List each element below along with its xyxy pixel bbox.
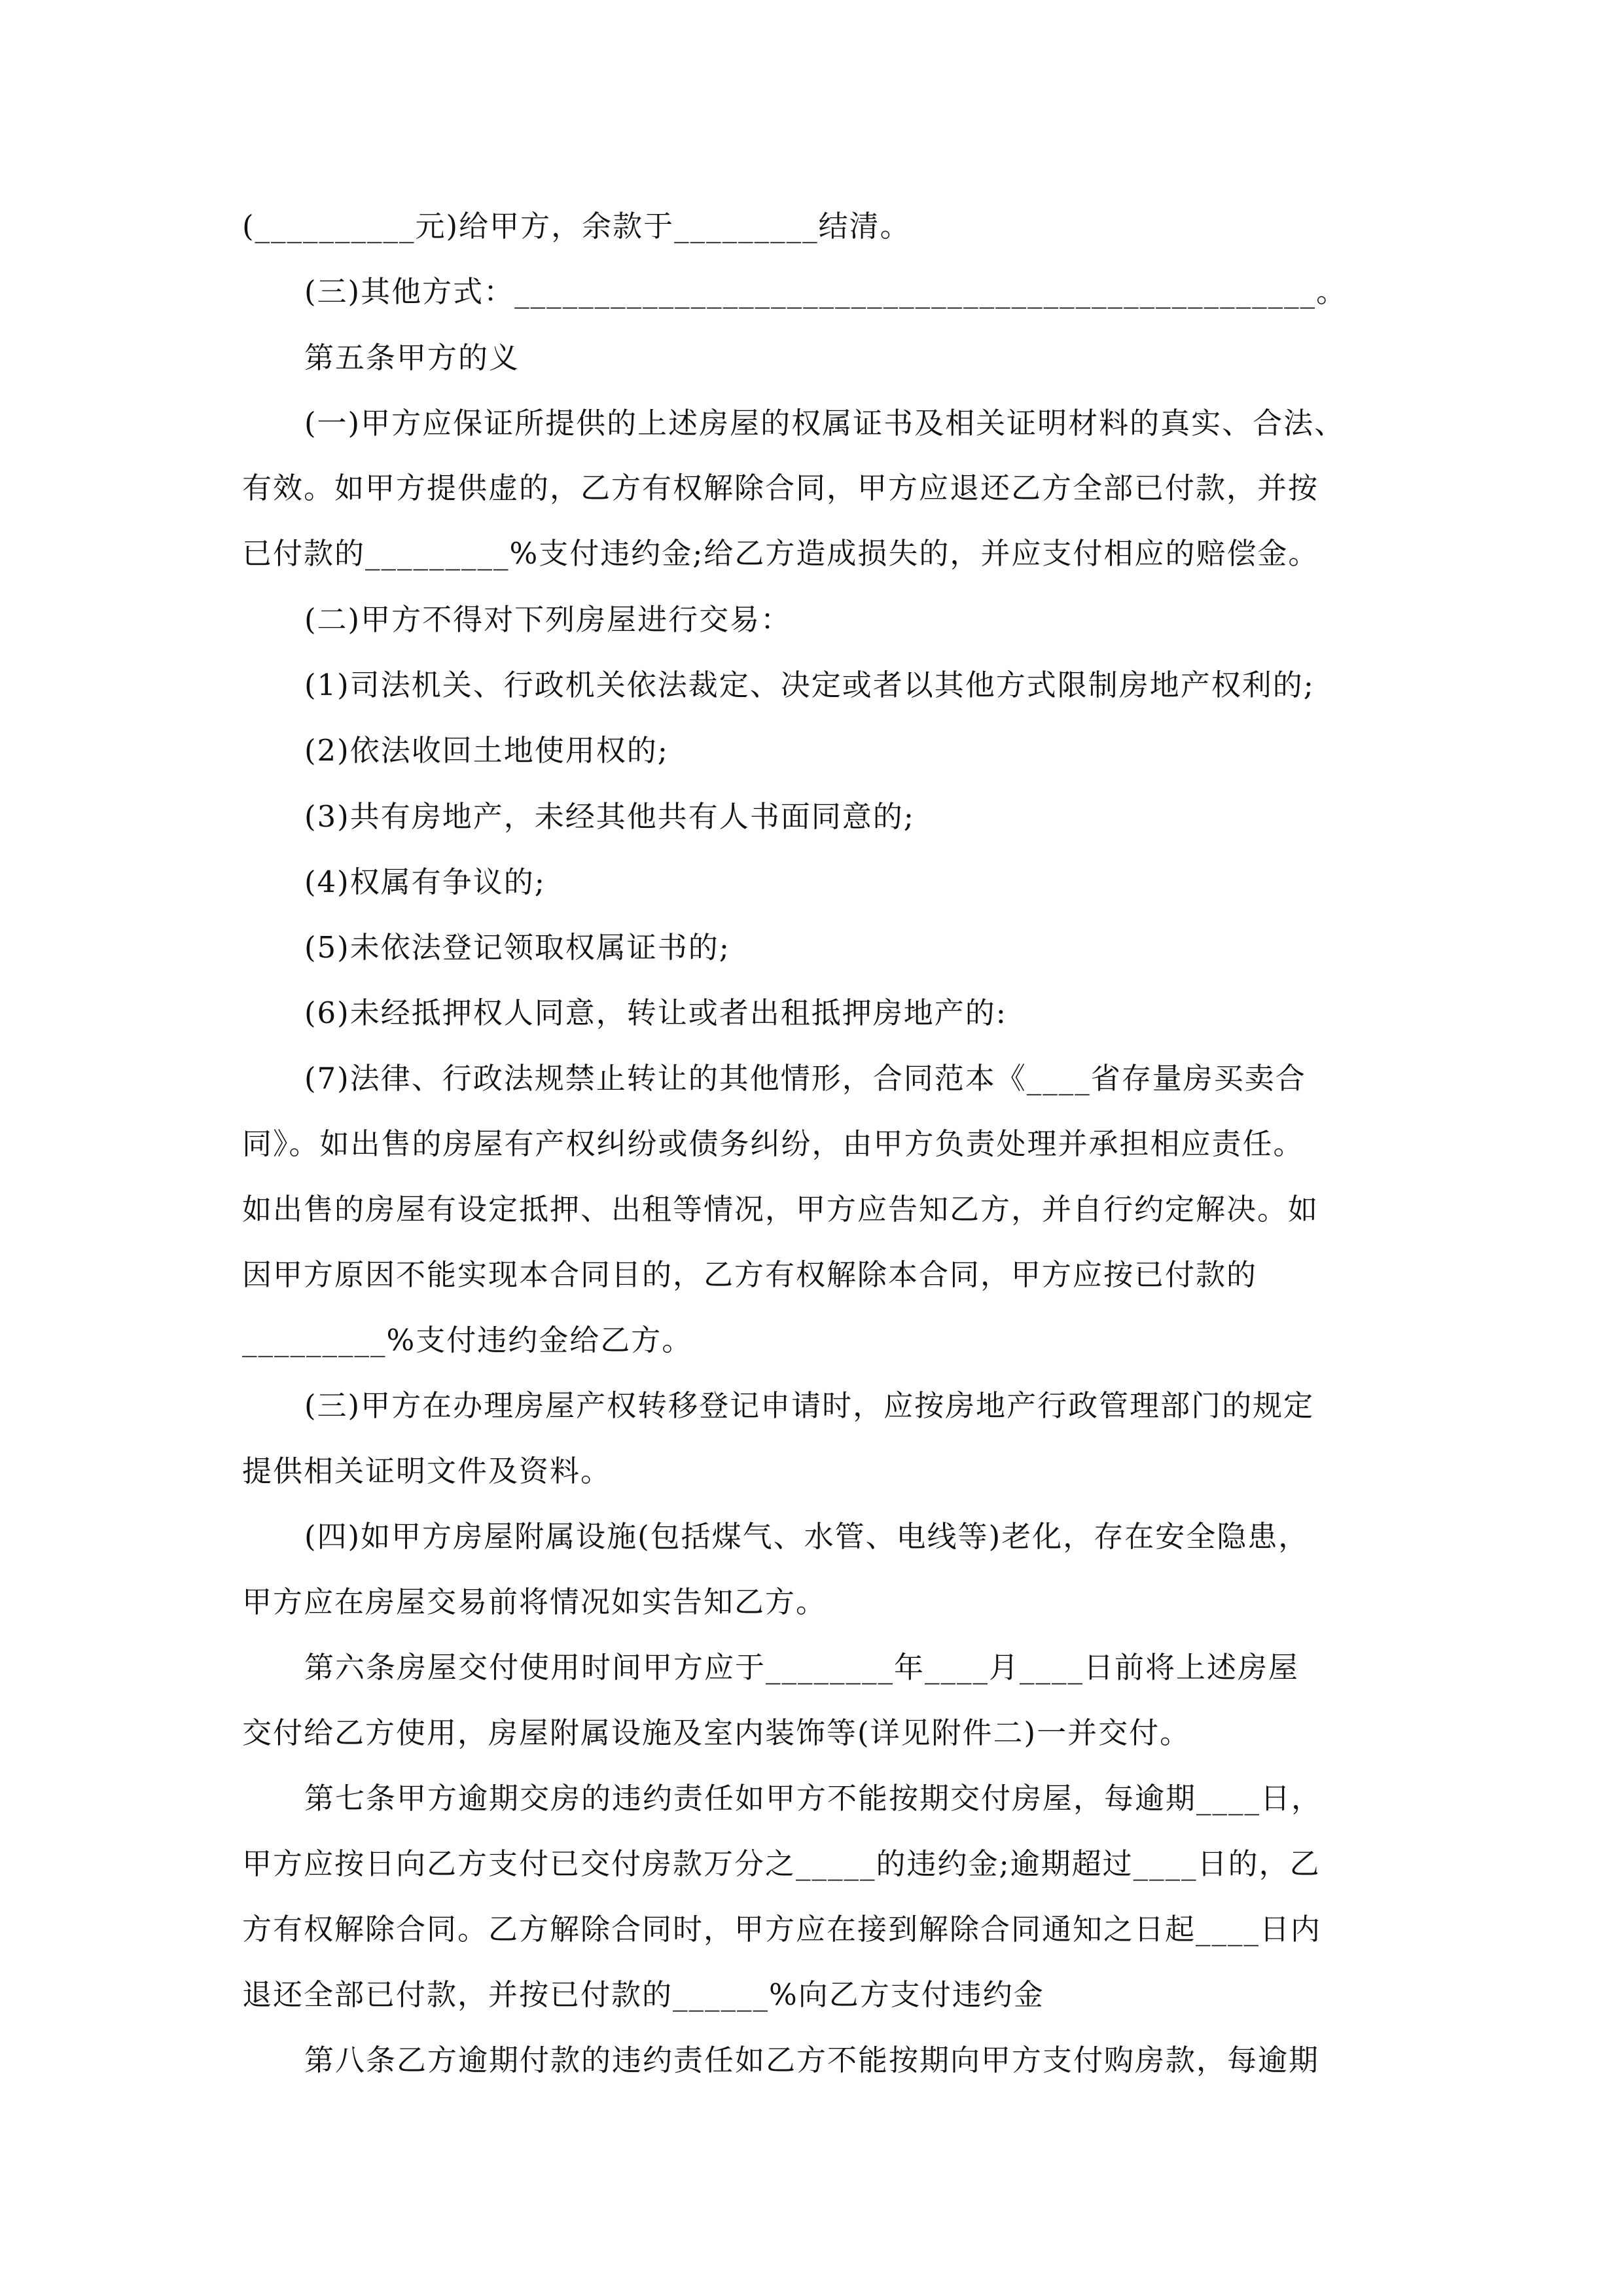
text-line-3: 第五条甲方的义	[304, 340, 520, 375]
text-line-4: (一)甲方应保证所提供的上述房屋的权属证书及相关证明材料的真实、合法、	[304, 406, 1346, 440]
text-line-14: (7)法律、行政法规禁止转让的其他情形，合同范本《____省存量房买卖合	[304, 1061, 1306, 1096]
text-line-19: (三)甲方在办理房屋产权转移登记申请时，应按房地产行政管理部门的规定	[304, 1388, 1315, 1423]
text-line-29: 第八条乙方逾期付款的违约责任如乙方不能按期向甲方支付购房款，每逾期	[304, 2043, 1320, 2077]
text-line-9: (2)依法收回土地使用权的;	[304, 733, 669, 768]
text-line-8: (1)司法机关、行政机关依法裁定、决定或者以其他方式限制房地产权利的;	[304, 668, 1315, 702]
text-line-7: (二)甲方不得对下列房屋进行交易：	[304, 602, 792, 637]
text-line-24: 交付给乙方使用，房屋附属设施及室内装饰等(详见附件二)一并交付。	[242, 1715, 1191, 1750]
text-line-6: 已付款的_________%支付违约金;给乙方造成损失的，并应支付相应的赔偿金。	[242, 536, 1319, 571]
text-line-2: (三)其他方式：__________________________________________________。	[304, 274, 1347, 309]
text-line-5: 有效。如甲方提供虚的，乙方有权解除合同，甲方应退还乙方全部已付款，并按	[242, 471, 1319, 505]
text-line-22: 甲方应在房屋交易前将情况如实告知乙方。	[242, 1585, 827, 1619]
text-line-12: (5)未依法登记领取权属证书的;	[304, 930, 730, 965]
text-line-27: 方有权解除合同。乙方解除合同时，甲方应在接到解除合同通知之日起____日内	[242, 1912, 1322, 1946]
text-line-26: 甲方应按日向乙方支付已交付房款万分之_____的违约金;逾期超过____日的，乙	[242, 1846, 1321, 1881]
text-line-16: 如出售的房屋有设定抵押、出租等情况，甲方应告知乙方，并自行约定解决。如	[242, 1192, 1319, 1227]
text-line-15: 同》。如出售的房屋有产权纠纷或债务纠纷，由甲方负责处理并承担相应责任。	[242, 1126, 1304, 1161]
text-line-21: (四)如甲方房屋附属设施(包括煤气、水管、电线等)老化，存在安全隐患，	[304, 1519, 1310, 1554]
text-line-20: 提供相关证明文件及资料。	[242, 1454, 612, 1488]
text-line-11: (4)权属有争议的;	[304, 865, 546, 899]
text-line-17: 因甲方原因不能实现本合同目的，乙方有权解除本合同，甲方应按已付款的	[242, 1257, 1258, 1292]
text-line-1: (__________元)给甲方，余款于_________结清。	[242, 209, 911, 243]
text-line-18: _________%支付违约金给乙方。	[242, 1323, 693, 1357]
text-line-10: (3)共有房地产，未经其他共有人书面同意的;	[304, 799, 915, 834]
text-line-25: 第七条甲方逾期交房的违约责任如甲方不能按期交付房屋，每逾期____日，	[304, 1781, 1323, 1816]
text-line-13: (6)未经抵押权人同意，转让或者出租抵押房地产的:	[304, 996, 1007, 1030]
text-line-23: 第六条房屋交付使用时间甲方应于________年____月____日前将上述房屋	[304, 1650, 1300, 1685]
text-line-28: 退还全部已付款，并按已付款的______%向乙方支付违约金	[242, 1977, 1044, 2012]
